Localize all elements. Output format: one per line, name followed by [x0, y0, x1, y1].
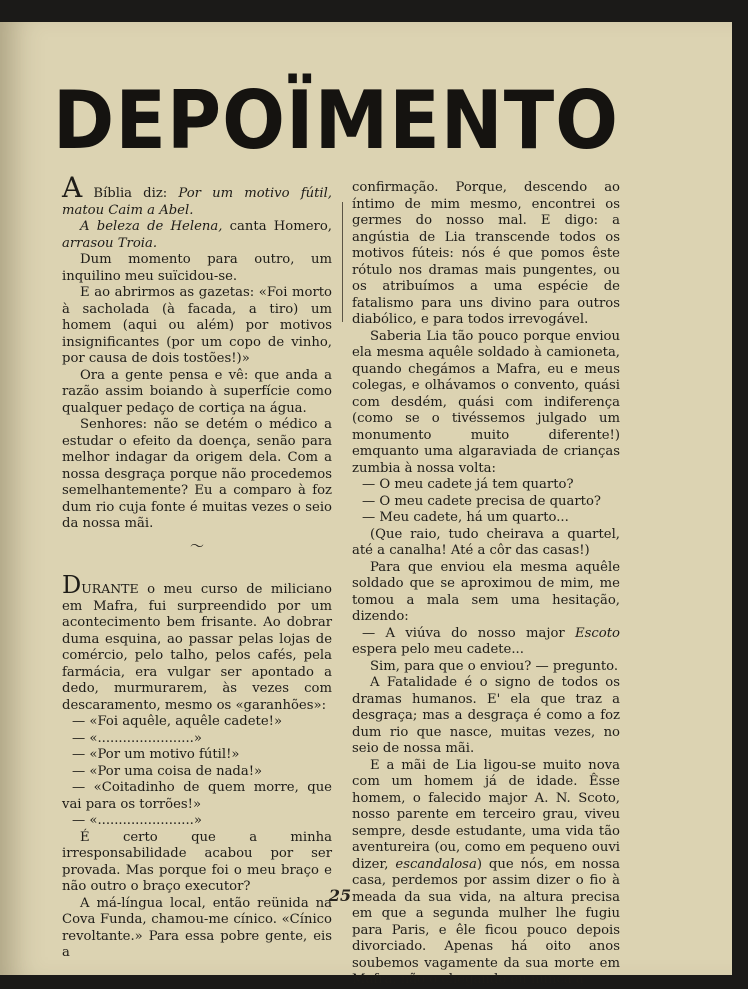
- paragraph: Senhores: não se detém o médico a estudar o efeito da doença, senão para melhor indagar da origem dela. Com a nossa desgraça porque não procedemos semelhantemente? Eu a comparo à foz dum rio cuja fonte é muitas vezes o seio da nossa mãi.: [62, 417, 332, 531]
- paragraph: É certo que a minha irresponsabilidade acabou por ser provada. Mas porque foi o meu braço e não outro o braço executor?: [62, 829, 332, 894]
- page-title: DEPOÏMENTO: [52, 74, 620, 168]
- paragraph: A beleza de Helena, canta Homero, arrasou Troia.: [62, 219, 332, 251]
- paragraph: Sim, para que o enviou? — pregunto.: [370, 658, 619, 674]
- paragraph: Ora a gente pensa e vê: que anda a razão assim boiando à superfície como qualquer pedaço de cortiça na água.: [62, 367, 332, 416]
- paragraph: E a mãi de Lia ligou-se muito nova com um homem já de idade. Êsse homem, o falecido major A. N. Scoto, nosso parente em terceiro grau, viveu sempre, desde estudante, uma vida tão aventureira (ou, como em pequeno ouvi dizer, escandalosa) que nós, em nossa casa, perdemos por assim dizer o fio à meada da sua vida, na altura precisa em que a segunda mulher lhe fugiu para Paris, e êle ficou pouco depois divorciado. Apenas há oito anos soubemos vagamente da sua morte em Mafra, não o chegando eu nunca a: [352, 757, 620, 987]
- dialogue-line: — «.......................»: [72, 730, 202, 746]
- paragraph: Saberia Lia tão pouco porque enviou ela mesma aquêle soldado à camioneta, quando chegámos a Mafra, eu e meus colegas, e olhávamos o convento, quási com desdém, quási com indiferença (como se o tivéssemos julgado um monumento muito diferente!) emquanto uma algaraviada de crianças zumbia à nossa volta:: [352, 328, 620, 476]
- dialogue-line: — «.......................»: [72, 813, 202, 828]
- paragraph: Para que enviou ela mesma aquêle soldado que se aproximou de mim, me tomou a mala sem uma hesitação, dizendo:: [352, 559, 620, 624]
- column-divider: [342, 202, 343, 322]
- paragraph: Dum momento para outro, um inquilino meu suïcidou-se.: [62, 252, 332, 284]
- ornament: 〜: [190, 538, 204, 555]
- dialogue-line: — Meu cadete, há um quarto...: [362, 510, 569, 525]
- dialogue-line: — O meu cadete já tem quarto?: [362, 477, 574, 492]
- dialogue-line: — «Foi aquêle, aquêle cadete!»: [72, 714, 283, 729]
- paragraph: A má-língua local, então reünida na Cova Funda, chamou-me cínico. «Cínico revoltante.» Para essa pobre gente, eis a: [62, 895, 332, 960]
- dialogue-line: — A viúva do nosso major Escoto espera pelo meu cadete...: [352, 625, 620, 657]
- dialogue-line: — «Coitadinho de quem morre, que vai para os torrões!»: [62, 780, 332, 812]
- drop-cap: D: [62, 571, 82, 599]
- paragraph: confirmação. Porque, descendo ao íntimo de mim mesmo, encontrei os germes do nosso mal. E digo: a angústia de Lia transcende todos os motivos fúteis: nós é que pomos êste rótulo nos dramas mais pungentes, ou os atribuímos a uma espécie de fatalismo para uns divino para outros diabólico, e para todos irrevogável.: [352, 180, 620, 327]
- page-number: 25: [328, 886, 352, 905]
- book-page: [0, 22, 732, 987]
- dialogue-line: — O meu cadete precisa de quarto?: [362, 493, 601, 509]
- dialogue-line: — «Por uma coisa de nada!»: [72, 763, 263, 779]
- paragraph: E ao abrirmos as gazetas: «Foi morto à sacholada (à facada, a tiro) um homem (aqui ou além) por motivos insignificantes (por um copo de vinho, por causa de dois tostões!)»: [62, 285, 332, 366]
- paragraph: (Que raio, tudo cheirava a quartel, até a canalha! Até a côr das casas!): [352, 526, 620, 558]
- drop-cap: A: [62, 171, 83, 204]
- paragraph: A Bíblia diz: Por um motivo fútil, matou Caim a Abel.: [62, 171, 333, 218]
- paragraph: DURANTE o meu curso de miliciano em Mafra, fui surpreendido por um acontecimento bem frisante. Ao dobrar duma esquina, ao passar pelas lojas de comércio, pelo talho, pelos cafés, pela farmácia, era vulgar ser apontado a dedo, murmurarem, às vezes com descaramento, mesmo os «garanhões»:: [62, 571, 332, 713]
- left-column: [62, 171, 333, 962]
- dialogue-line: — «Por um motivo fútil!»: [72, 747, 240, 762]
- right-column: [352, 180, 620, 989]
- paragraph: A Fatalidade é o signo de todos os dramas humanos. E' ela que traz a desgraça; mas a desgraça é como a foz dum rio que nasce, muitas vezes, no seio de nossa mãi.: [352, 675, 620, 756]
